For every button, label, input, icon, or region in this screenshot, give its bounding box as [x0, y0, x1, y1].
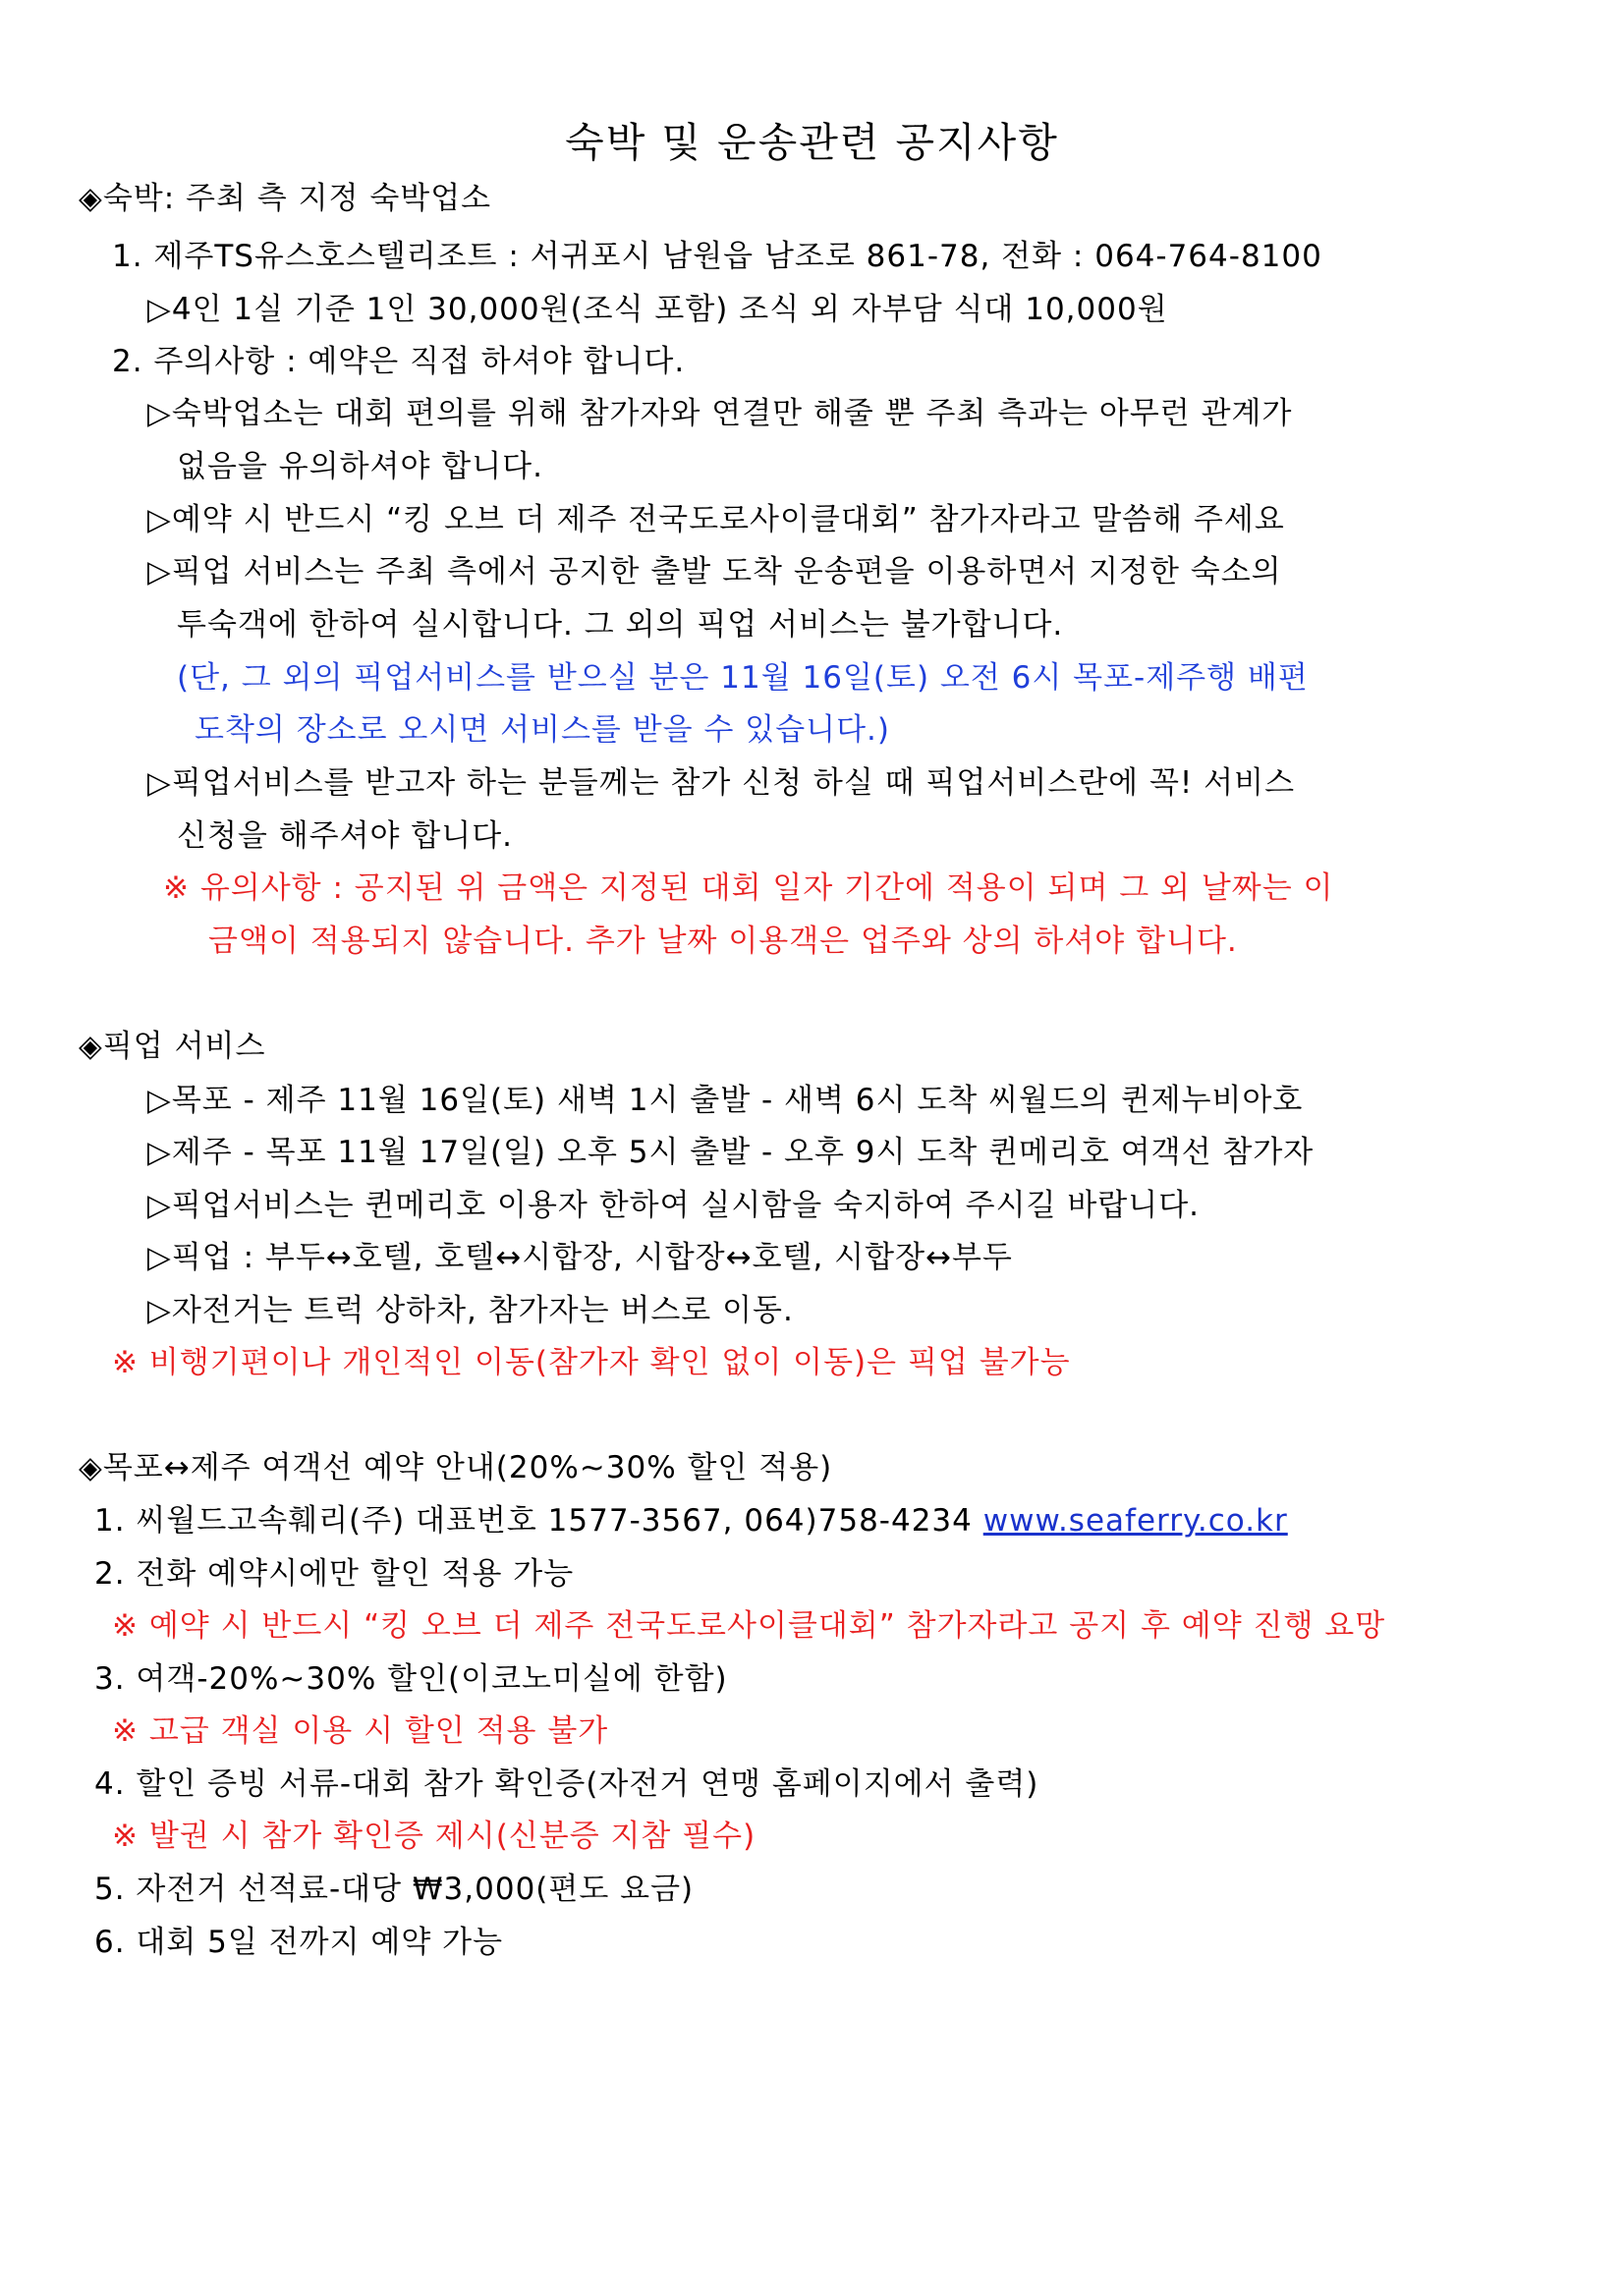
- pickup-line-1: ▷목포 - 제주 11월 16일(토) 새벽 1시 출발 - 새벽 6시 도착 씨월드의 퀸제누비아호: [147, 1083, 1304, 1118]
- ferry-item-4-warning: ※ 발권 시 참가 확인증 제시(신분증 지참 필수): [112, 1819, 756, 1854]
- ferry-item-2: 2. 전화 예약시에만 할인 적용 가능: [94, 1556, 575, 1592]
- ferry-item-4: 4. 할인 증빙 서류-대회 참가 확인증(자전거 연맹 홈페이지에서 출력): [94, 1766, 1039, 1802]
- lodging-header: ◈숙박: 주최 측 지정 숙박업소: [79, 181, 492, 216]
- pickup-warning: ※ 비행기편이나 개인적인 이동(참가자 확인 없이 이동)은 픽업 불가능: [112, 1345, 1071, 1380]
- lodging-item-2: 2. 주의사항 : 예약은 직접 하셔야 합니다.: [112, 344, 686, 379]
- ferry-item-3: 3. 여객-20%~30% 할인(이코노미실에 한함): [94, 1661, 728, 1697]
- lodging-note-4: ▷픽업서비스를 받고자 하는 분들께는 참가 신청 하실 때 픽업서비스란에 꼭! 서비스: [147, 765, 1296, 801]
- ferry-item-3-warning: ※ 고급 객실 이용 시 할인 적용 불가: [112, 1713, 609, 1749]
- page-title: 숙박 및 운송관련 공지사항: [565, 119, 1059, 166]
- lodging-item-1-detail: ▷4인 1실 기준 1인 30,000원(조식 포함) 조식 외 자부담 식대 10,000원: [147, 292, 1168, 327]
- ferry-item-1-text: 1. 씨월드고속훼리(주) 대표번호 1577-3567, 064)758-4234: [94, 1503, 973, 1539]
- lodging-warning: ※ 유의사항 : 공지된 위 금액은 지정된 대회 일자 기간에 적용이 되며 그 외 날짜는 이: [163, 870, 1334, 906]
- lodging-note-2: ▷예약 시 반드시 “킹 오브 더 제주 전국도로사이클대회” 참가자라고 말씀해 주세요: [147, 502, 1285, 537]
- lodging-note-3: ▷픽업 서비스는 주최 측에서 공지한 출발 도착 운송편을 이용하면서 지정한 숙소의: [147, 554, 1282, 589]
- pickup-line-2: ▷제주 - 목포 11월 17일(일) 오후 5시 출발 - 오후 9시 도착 퀸메리호 여객선 참가자: [147, 1135, 1315, 1170]
- lodging-note-3-blue-cont: 도착의 장소로 오시면 서비스를 받을 수 있습니다.): [195, 712, 890, 748]
- ferry-item-6: 6. 대회 5일 전까지 예약 가능: [94, 1925, 504, 1960]
- lodging-note-1-cont: 없음을 유의하셔야 합니다.: [177, 449, 543, 484]
- pickup-line-4: ▷픽업 : 부두↔호텔, 호텔↔시합장, 시합장↔호텔, 시합장↔부두: [147, 1240, 1013, 1275]
- lodging-note-4-cont: 신청을 해주셔야 합니다.: [177, 818, 514, 854]
- ferry-item-1: [94, 1501, 1288, 1540]
- lodging-note-3-cont: 투숙객에 한하여 실시합니다. 그 외의 픽업 서비스는 불가합니다.: [177, 607, 1064, 643]
- ferry-item-5: 5. 자전거 선적료-대당 ₩3,000(편도 요금): [94, 1872, 695, 1907]
- lodging-warning-cont: 금액이 적용되지 않습니다. 추가 날짜 이용객은 업주와 상의 하셔야 합니다.: [208, 924, 1238, 959]
- ferry-header: ◈목포↔제주 여객선 예약 안내(20%~30% 할인 적용): [79, 1450, 833, 1485]
- lodging-note-1: ▷숙박업소는 대회 편의를 위해 참가자와 연결만 해줄 뿐 주최 측과는 아무런 관계가: [147, 396, 1293, 431]
- pickup-header: ◈픽업 서비스: [79, 1029, 266, 1064]
- pickup-line-3: ▷픽업서비스는 퀸메리호 이용자 한하여 실시함을 숙지하여 주시길 바랍니다.: [147, 1188, 1200, 1223]
- lodging-item-1: 1. 제주TS유스호스텔리조트 : 서귀포시 남원읍 남조로 861-78, 전화 : 064-764-8100: [112, 239, 1322, 274]
- pickup-line-5: ▷자전거는 트럭 상하차, 참가자는 버스로 이동.: [147, 1293, 794, 1328]
- seaferry-link[interactable]: www.seaferry.co.kr: [982, 1503, 1288, 1539]
- ferry-item-2-warning: ※ 예약 시 반드시 “킹 오브 더 제주 전국도로사이클대회” 참가자라고 공지 후 예약 진행 요망: [112, 1608, 1386, 1644]
- lodging-note-3-blue: (단, 그 외의 픽업서비스를 받으실 분은 11월 16일(토) 오전 6시 목포-제주행 배편: [177, 660, 1309, 696]
